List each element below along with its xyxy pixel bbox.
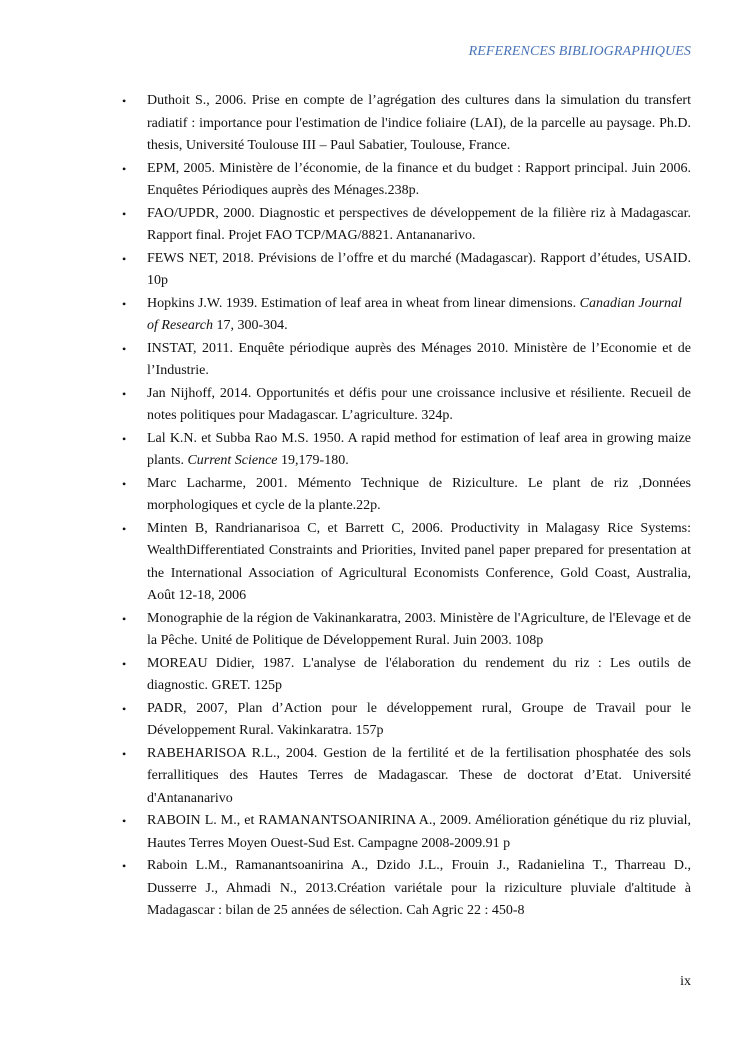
reference-text: RABOIN L. M., et RAMANANTSOANIRINA A., 2009. Amélioration génétique du riz pluvial, Hautes Terres Moyen Ouest-Sud Est. Campagne 2008-2009.91 p [147,813,691,851]
reference-item [122,293,691,338]
bullet-icon: • [122,701,127,716]
reference-text: 19,179-180. [277,453,349,468]
bullet-icon: • [122,611,127,626]
reference-item [122,383,691,428]
bullet-icon: • [122,251,127,266]
bullet-icon: • [122,521,127,536]
reference-journal-title: of Research [147,318,213,333]
reference-item [122,810,691,855]
bullet-icon: • [122,206,127,221]
reference-item [122,248,691,293]
reference-journal-title: Canadian Journal [579,295,682,311]
reference-item [122,653,691,698]
bullet-icon: • [122,94,127,108]
reference-text: Raboin L.M., Ramanantsoanirina A., Dzido J.L., Frouin J., Radanielina T., Tharreau D., Dusserre J., Ahmadi N., 2013.Création variétale pour la riziculture pluviale d'altitude à Madagascar : bilan de 25 années de sélection. Cah Agric 22 : 450-8 [147,858,691,918]
reference-text: Duthoit S., 2006. Prise en compte de l’agrégation des cultures dans la simulation du transfert radiatif : importance pour l'estimation de l'indice foliaire (LAI), de la parcelle au paysage. Ph.D. thesis, Université Toulouse III – Paul Sabatier, Toulouse, France. [147,93,691,153]
reference-text: Marc Lacharme, 2001. Mémento Technique de Riziculture. Le plant de riz ,Données morphologiques et cycle de la plante.22p. [147,475,691,513]
reference-text: Minten B, Randrianarisoa C, et Barrett C, 2006. Productivity in Malagasy Rice Systems: WealthDifferentiated Constraints and Priorities, Invited panel paper prepared for presentation at the International Association of Agricultural Economists Conference, Gold Coast, Australia, Août 12-18, 2006 [147,520,691,603]
reference-text: FAO/UPDR, 2000. Diagnostic et perspectives de développement de la filière riz à Madagascar. Rapport final. Projet FAO TCP/MAG/8821. Antananarivo. [147,205,691,243]
reference-item [122,473,691,518]
bullet-icon: • [122,431,127,446]
reference-list [122,90,691,923]
reference-item [122,698,691,743]
bullet-icon: • [122,386,127,401]
reference-text: Jan Nijhoff, 2014. Opportunités et défis pour une croissance inclusive et résiliente. Recueil de notes politiques pour Madagascar. L’agriculture. 324p. [147,385,691,423]
page-number: ix [680,974,691,989]
bullet-icon: • [122,656,127,671]
reference-text: MOREAU Didier, 1987. L'analyse de l'élaboration du rendement du riz : Les outils de diagnostic. GRET. 125p [147,655,691,693]
bullet-icon: • [122,859,127,873]
bullet-icon: • [122,296,127,311]
reference-item [122,743,691,811]
reference-item [122,90,691,158]
reference-item [122,608,691,653]
reference-item [122,158,691,203]
reference-text: 17, 300-304. [212,318,288,333]
reference-item [122,338,691,383]
bullet-icon: • [122,341,127,356]
reference-item [122,518,691,608]
reference-item [122,203,691,248]
reference-text: INSTAT, 2011. Enquête périodique auprès des Ménages 2010. Ministère de l’Economie et de l’Industrie. [147,340,691,378]
reference-item [122,855,691,923]
reference-text: PADR, 2007, Plan d’Action pour le développement rural, Groupe de Travail pour le Développement Rural. Vakinkaratra. 157p [147,700,691,738]
bullet-icon: • [122,476,127,491]
page-header-title: REFERENCES BIBLIOGRAPHIQUES [468,44,691,59]
bullet-icon: • [122,161,127,176]
bullet-icon: • [122,746,127,761]
reference-text: EPM, 2005. Ministère de l’économie, de la finance et du budget : Rapport principal. Juin 2006. Enquêtes Périodiques auprès des Ménages.238p. [147,160,691,198]
reference-text: Monographie de la région de Vakinankaratra, 2003. Ministère de l'Agriculture, de l'Elevage et de la Pêche. Unité de Politique de Développement Rural. Juin 2003. 108p [147,610,691,648]
reference-text: Hopkins J.W. 1939. Estimation of leaf area in wheat from linear dimensions. [147,295,580,311]
bullet-icon: • [122,814,127,828]
reference-item [122,428,691,473]
reference-text: Lal K.N. et Subba Rao M.S. 1950. A rapid method for estimation of leaf area in growing maize plants. [147,430,691,468]
reference-journal-title: Current Science [187,453,278,468]
reference-text: FEWS NET, 2018. Prévisions de l’offre et du marché (Madagascar). Rapport d’études, USAID. 10p [147,250,691,288]
reference-text: RABEHARISOA R.L., 2004. Gestion de la fertilité et de la fertilisation phosphatée des sols ferrallitiques des Hautes Terres de Madagascar. These de doctorat d’Etat. Université d'Antananarivo [147,745,691,806]
